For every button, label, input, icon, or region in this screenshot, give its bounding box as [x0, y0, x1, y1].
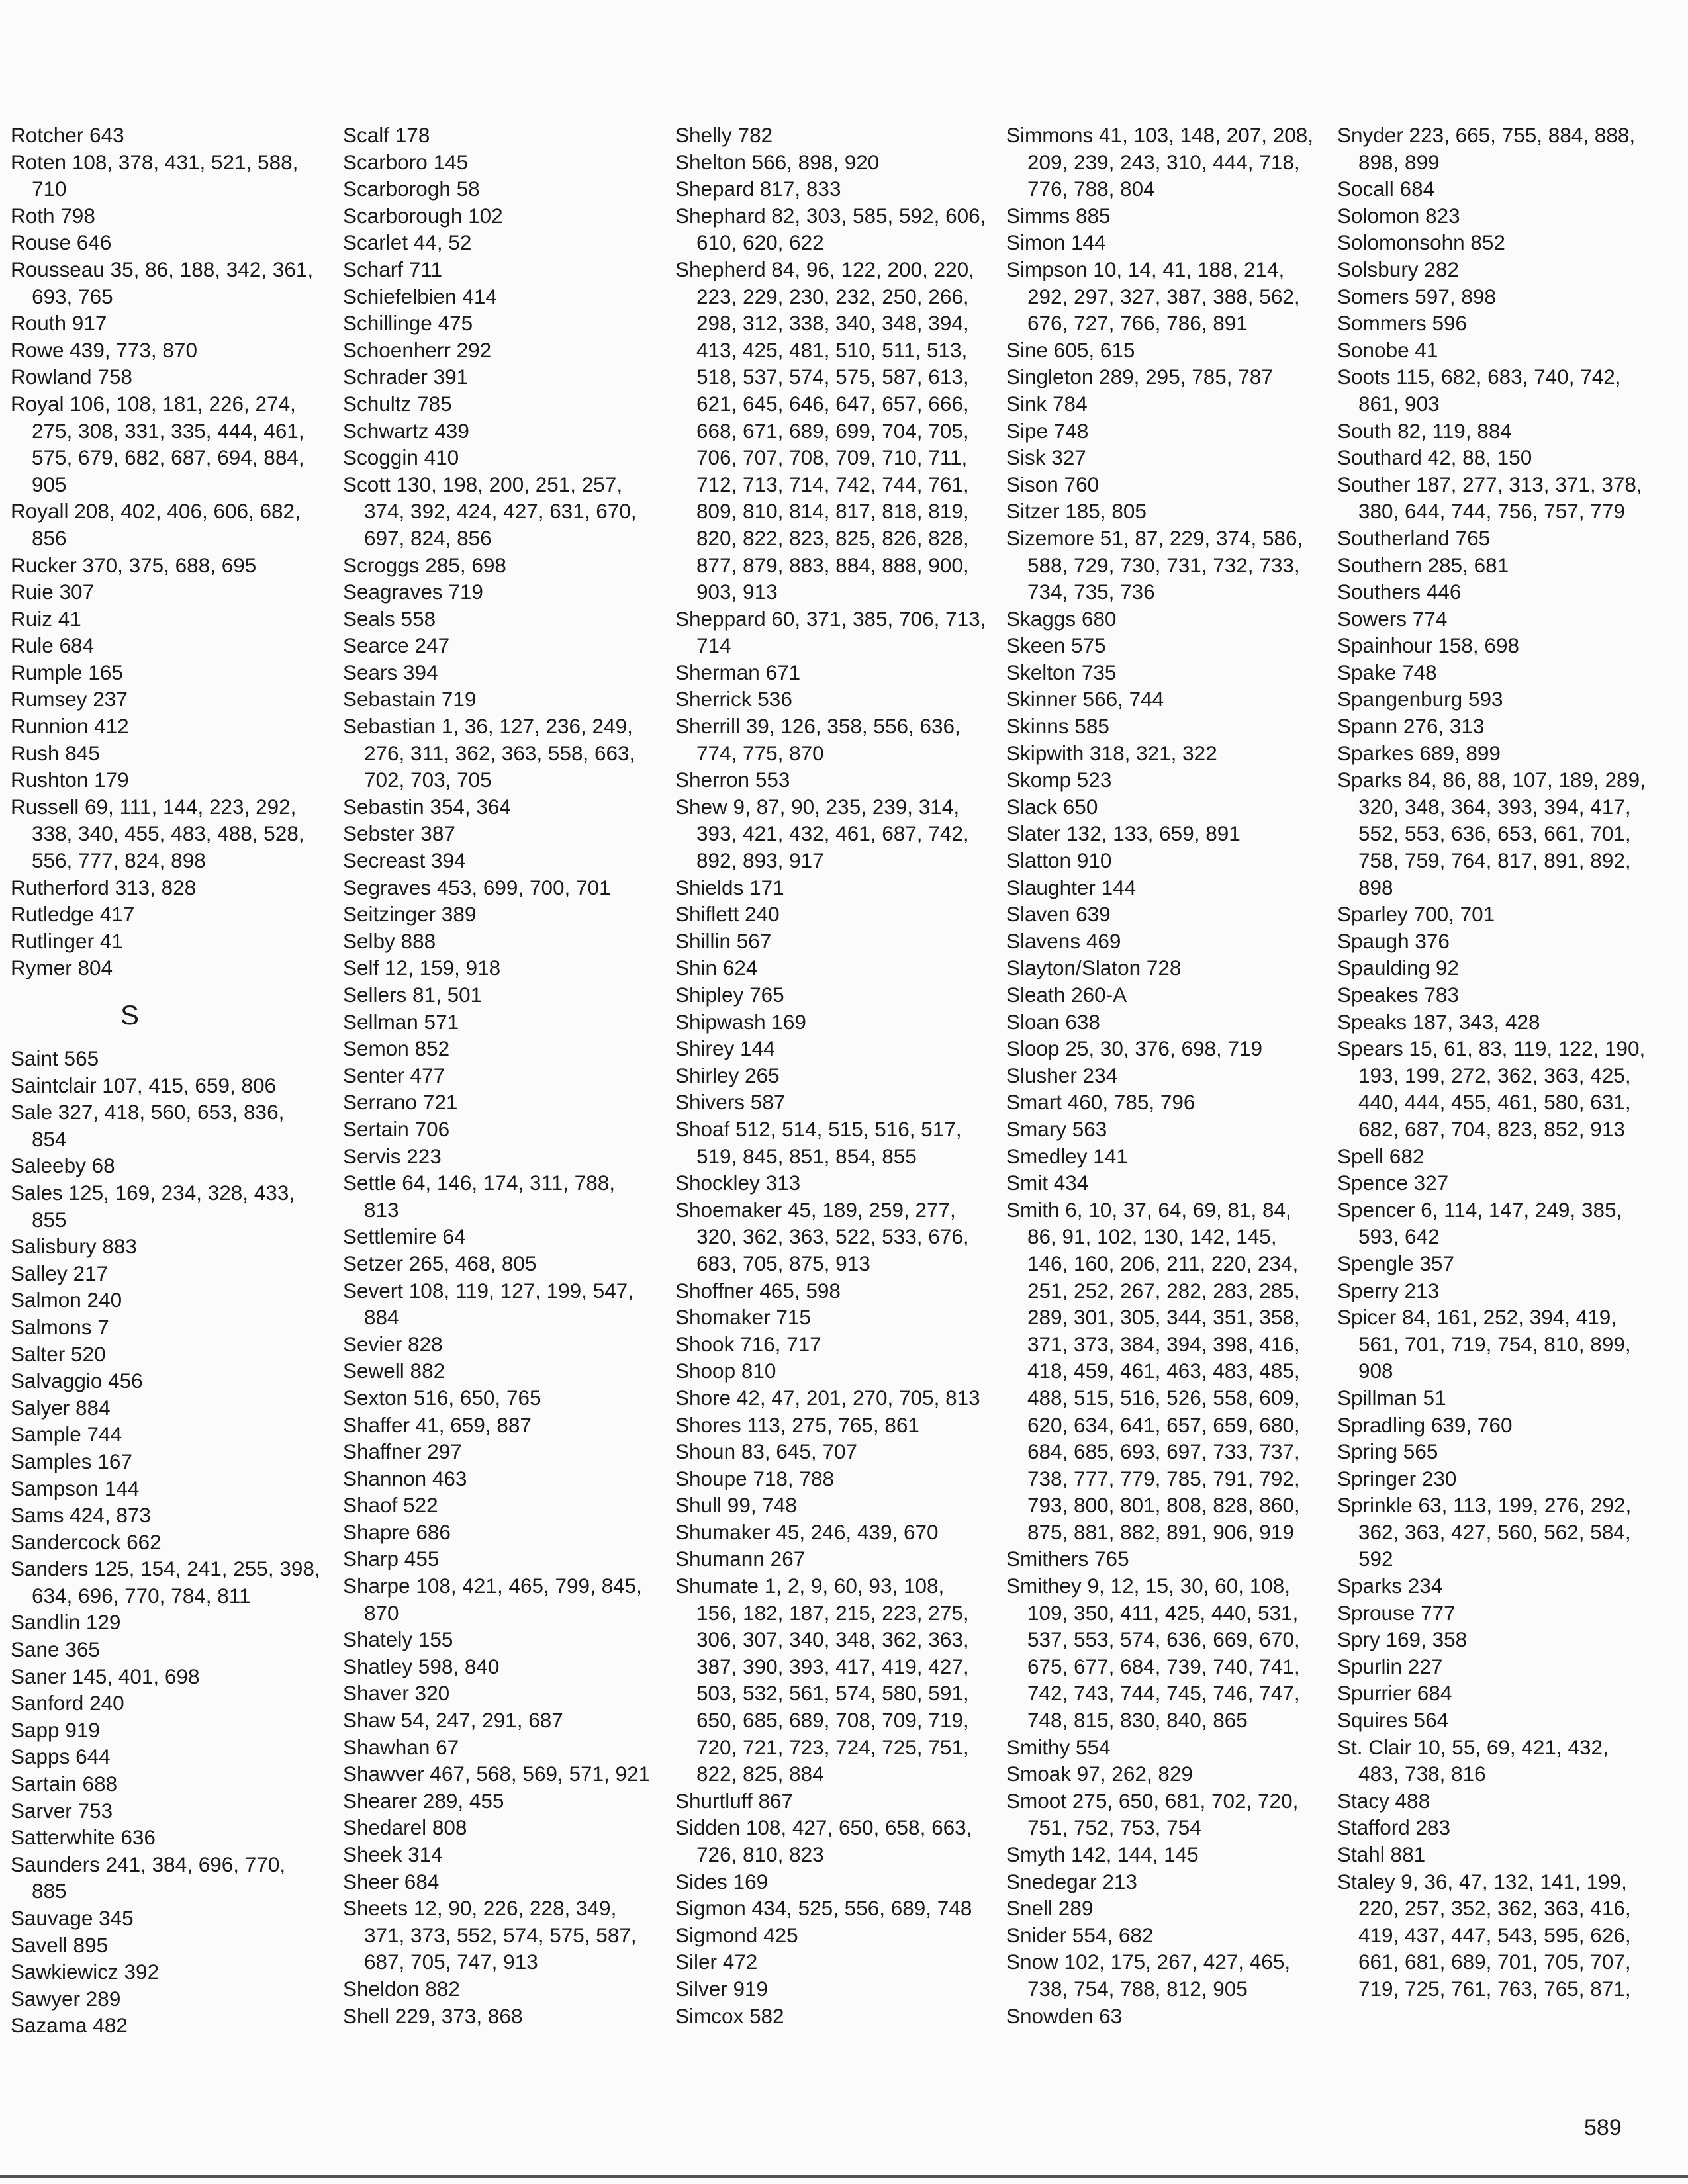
index-entry: Singleton 289, 295, 785, 787	[1006, 365, 1273, 389]
index-entry: Sandercock 662	[11, 1529, 162, 1554]
index-entry: Skeen 575	[1006, 633, 1106, 658]
index-entry: Scarborogh 58	[343, 177, 480, 201]
index-entry: Sewell 882	[343, 1359, 445, 1383]
index-entry: Servis 223	[343, 1144, 442, 1168]
page-number: 589	[1584, 2115, 1622, 2140]
index-entry: Shelly 782	[675, 123, 773, 147]
index-entry: Squires 564	[1337, 1708, 1449, 1733]
index-entry: Schoenherr 292	[343, 338, 492, 362]
index-entry: Rumsey 237	[11, 687, 128, 711]
index-entry: Schultz 785	[343, 391, 452, 416]
index-entry: Smithey 9, 12, 15, 30, 60, 108, 109, 350, 411, 425, 440, 531, 537, 553, 574, 636, 669, 670, 675, 677, 684, 739, 740, 741, 742, 743, 744, 745, 746, 747, 748, 815, 830, 840, 865	[1006, 1574, 1300, 1733]
index-entry: Sane 365	[11, 1637, 100, 1662]
index-entry: Speakes 783	[1337, 983, 1459, 1007]
index-entry: Sebster 387	[343, 821, 455, 846]
index-entry: Sawkiewicz 392	[11, 1960, 160, 1984]
index-entry: Sales 125, 169, 234, 328, 433, 855	[11, 1180, 295, 1232]
index-entry: Salmon 240	[11, 1288, 122, 1312]
index-entry: Scalf 178	[343, 123, 430, 147]
index-entry: Sale 327, 418, 560, 653, 836, 854	[11, 1100, 285, 1151]
index-entry: Seagraves 719	[343, 580, 483, 604]
index-entry: Smoak 97, 262, 829	[1006, 1762, 1193, 1786]
index-entry: Saunders 241, 384, 696, 770, 885	[11, 1852, 286, 1903]
index-entry: Slater 132, 133, 659, 891	[1006, 821, 1241, 846]
index-entry: Slack 650	[1006, 794, 1098, 819]
index-entry: Shipley 765	[675, 983, 784, 1007]
index-entry: Skipwith 318, 321, 322	[1006, 741, 1217, 765]
index-entry: Shirley 265	[675, 1063, 780, 1087]
index-entry: Shoemaker 45, 189, 259, 277, 320, 362, 363, 522, 533, 676, 683, 705, 875, 913	[675, 1197, 969, 1275]
index-entry: Senter 477	[343, 1063, 445, 1087]
index-entry: Samples 167	[11, 1449, 132, 1473]
index-column-3	[675, 122, 986, 2029]
index-entry: Sherron 553	[675, 768, 790, 792]
index-column-2	[343, 122, 654, 2029]
index-entry: Shumate 1, 2, 9, 60, 93, 108, 156, 182, 187, 215, 223, 275, 306, 307, 340, 348, 362, 363, 387, 390, 393, 417, 419, 427, 503, 532, 561, 574, 580, 591, 650, 685, 689, 708, 709, 719, 720, 721, 723, 724, 725, 751, 822, 825, 884	[675, 1574, 969, 1786]
index-entry: Sowers 774	[1337, 606, 1448, 631]
section-letter: S	[120, 999, 139, 1030]
index-entry: Skomp 523	[1006, 768, 1112, 792]
index-entry: Saint 565	[11, 1046, 99, 1070]
index-entry: Shull 99, 748	[675, 1493, 797, 1518]
index-entry: Siler 472	[675, 1950, 758, 1974]
index-entry: Spann 276, 313	[1337, 714, 1485, 739]
index-entry: Smedley 141	[1006, 1144, 1128, 1168]
index-entry: Slusher 234	[1006, 1063, 1118, 1087]
index-entry: Slayton/Slaton 728	[1006, 956, 1182, 980]
index-entry: Rowe 439, 773, 870	[11, 338, 197, 362]
index-entry: Slaughter 144	[1006, 875, 1137, 899]
index-entry: Rowland 758	[11, 365, 132, 389]
index-entry: Shaffer 41, 659, 887	[343, 1412, 532, 1437]
index-entry: Slaven 639	[1006, 902, 1111, 927]
column-1-after-letter	[11, 1045, 322, 2039]
index-entry: Schwartz 439	[343, 418, 469, 443]
index-entry: Smithy 554	[1006, 1735, 1111, 1759]
index-entry: Shaw 54, 247, 291, 687	[343, 1708, 563, 1733]
index-entry: Shapre 686	[343, 1520, 451, 1544]
index-entry: Snell 289	[1006, 1896, 1094, 1921]
index-entry: St. Clair 10, 55, 69, 421, 432, 483, 738, 816	[1337, 1735, 1609, 1786]
index-entry: Sison 760	[1006, 472, 1100, 496]
index-entry: Staley 9, 36, 47, 132, 141, 199, 220, 257, 352, 362, 363, 416, 419, 437, 447, 543, 595, 626, 661, 681, 689, 701, 705, 707, 719, 725, 761, 763, 765, 871,	[1337, 1869, 1631, 2001]
index-entry: Sears 394	[343, 660, 438, 684]
index-entry: Sartain 688	[11, 1772, 118, 1796]
index-entry: Shepard 817, 833	[675, 177, 841, 201]
index-entry: Sheer 684	[343, 1869, 440, 1893]
index-entry: Scarboro 145	[343, 150, 469, 174]
index-entry: Shillin 567	[675, 929, 772, 953]
index-entry: Shately 155	[343, 1627, 453, 1652]
index-entry: Shaof 522	[343, 1493, 438, 1518]
index-entry: Seitzinger 389	[343, 902, 477, 927]
index-entry: Salisbury 883	[11, 1234, 137, 1259]
index-column-5	[1337, 122, 1648, 2003]
index-entry: Shearer 289, 455	[343, 1788, 504, 1813]
index-entry: Simcox 582	[675, 2003, 784, 2028]
index-entry: Ruiz 41	[11, 606, 81, 631]
index-entry: Somers 597, 898	[1337, 284, 1496, 308]
index-entry: Salley 217	[11, 1261, 109, 1285]
index-entry: Sams 424, 873	[11, 1503, 151, 1527]
index-entry: Spicer 84, 161, 252, 394, 419, 561, 701, 719, 754, 810, 899, 908	[1337, 1305, 1631, 1383]
index-entry: Serrano 721	[343, 1090, 458, 1115]
index-entry: Spurlin 227	[1337, 1654, 1443, 1678]
index-entry: Sebastain 719	[343, 687, 477, 711]
index-entry: Sonobe 41	[1337, 338, 1438, 362]
index-entry: Sine 605, 615	[1006, 338, 1135, 362]
index-entry: Sleath 260-A	[1006, 983, 1127, 1007]
index-entry: Shivers 587	[675, 1090, 786, 1115]
index-entry: Skelton 735	[1006, 660, 1117, 684]
index-entry: Segraves 453, 699, 700, 701	[343, 875, 611, 899]
index-entry: Shirey 144	[675, 1036, 775, 1061]
index-entry: Spradling 639, 760	[1337, 1412, 1513, 1437]
index-entry: Solomonsohn 852	[1337, 230, 1505, 255]
index-entry: Roten 108, 378, 431, 521, 588, 710	[11, 150, 299, 201]
index-entry: Shoun 83, 645, 707	[675, 1439, 857, 1464]
index-entry: Skaggs 680	[1006, 606, 1117, 631]
index-entry: Smary 563	[1006, 1116, 1107, 1141]
index-entry: Sample 744	[11, 1422, 122, 1447]
index-entry: Saner 145, 401, 698	[11, 1664, 200, 1688]
index-entry: Snyder 223, 665, 755, 884, 888, 898, 899	[1337, 123, 1636, 174]
index-entry: Spry 169, 358	[1337, 1627, 1468, 1652]
index-entry: Smart 460, 785, 796	[1006, 1090, 1196, 1115]
index-entry: Shaffner 297	[343, 1439, 462, 1464]
index-entry: Satterwhite 636	[11, 1825, 156, 1850]
index-entry: Sherrill 39, 126, 358, 556, 636, 774, 775, 870	[675, 714, 961, 765]
index-entry: Shatley 598, 840	[343, 1654, 500, 1678]
index-entry: Sipe 748	[1006, 418, 1089, 443]
index-entry: Sazama 482	[11, 2013, 128, 2038]
index-entry: Sauvage 345	[11, 1906, 134, 1930]
index-entry: Southern 285, 681	[1337, 553, 1509, 577]
index-entry: Rutledge 417	[11, 902, 135, 927]
index-entry: Shepherd 84, 96, 122, 200, 220, 223, 229, 230, 232, 250, 266, 298, 312, 338, 340, 348, 394, 413, 425, 481, 510, 511, 513, 518, 537, 574, 575, 587, 613, 621, 645, 646, 647, 657, 666, 668, 671, 689, 699, 704, 705, 706, 707, 708, 709, 710, 711, 712, 713, 714, 742, 744, 761, 809, 810, 814, 817, 818, 819, 820, 822, 823, 825, 826, 828, 877, 879, 883, 884, 888, 900, 903, 913	[675, 257, 974, 604]
index-entry: Rushton 179	[11, 768, 129, 792]
index-entry: Spainhour 158, 698	[1337, 633, 1519, 658]
index-entry: Sherrick 536	[675, 687, 792, 711]
index-entry: Schrader 391	[343, 365, 469, 389]
index-entry: Smit 434	[1006, 1171, 1089, 1195]
index-entry: Sebastin 354, 364	[343, 794, 511, 819]
index-entry: Runnion 412	[11, 714, 129, 739]
index-entry: Stacy 488	[1337, 1788, 1430, 1813]
index-entry: Sommers 596	[1337, 311, 1468, 336]
index-entry: Seals 558	[343, 606, 436, 631]
index-entry: Scoggin 410	[343, 445, 459, 470]
index-entry: Shedarel 808	[343, 1815, 467, 1840]
index-entry: Slatton 910	[1006, 848, 1112, 873]
index-entry: Stafford 283	[1337, 1815, 1451, 1840]
index-entry: Sapps 644	[11, 1745, 111, 1769]
index-entry: Sperry 213	[1337, 1278, 1440, 1302]
index-entry: Shook 716, 717	[675, 1332, 821, 1356]
index-entry: Solomon 823	[1337, 203, 1460, 228]
index-entry: Shipwash 169	[675, 1009, 806, 1034]
index-entry: Simmons 41, 103, 148, 207, 208, 209, 239, 243, 310, 444, 718, 776, 788, 804	[1006, 123, 1314, 201]
index-entry: Solsbury 282	[1337, 257, 1459, 281]
index-entry: Smyth 142, 144, 145	[1006, 1843, 1199, 1866]
index-entry: Rousseau 35, 86, 188, 342, 361, 693, 765	[11, 257, 314, 308]
index-entry: Snowden 63	[1006, 2003, 1123, 2028]
index-entry: Rotcher 643	[11, 123, 124, 147]
index-entry: Rutherford 313, 828	[11, 875, 197, 899]
index-entry: Sparley 700, 701	[1337, 902, 1495, 927]
index-entry: Sigmond 425	[675, 1923, 798, 1947]
index-entry: Sidden 108, 427, 650, 658, 663, 726, 810, 823	[675, 1815, 972, 1866]
index-entry: Sandlin 129	[11, 1610, 121, 1635]
index-entry: Scott 130, 198, 200, 251, 257, 374, 392, 424, 427, 631, 670, 697, 824, 856	[343, 472, 637, 550]
index-entry: Shoffner 465, 598	[675, 1278, 841, 1302]
index-entry: Southard 42, 88, 150	[1337, 445, 1532, 470]
index-entry: Sexton 516, 650, 765	[343, 1385, 541, 1410]
index-entry: Royal 106, 108, 181, 226, 274, 275, 308, 331, 335, 444, 461, 575, 679, 682, 687, 694, 884, 905	[11, 391, 305, 496]
index-entry: Snedegar 213	[1006, 1869, 1137, 1893]
index-entry: Sharpe 108, 421, 465, 799, 845, 870	[343, 1574, 642, 1625]
index-entry: Shomaker 715	[675, 1305, 811, 1330]
index-entry: Shockley 313	[675, 1171, 801, 1195]
index-entry: Spears 15, 61, 83, 119, 122, 190, 193, 199, 272, 362, 363, 425, 440, 444, 455, 461, 580, 631, 682, 687, 704, 823, 852, 913	[1337, 1036, 1646, 1141]
index-entry: Shiflett 240	[675, 902, 780, 927]
index-entry: Shell 229, 373, 868	[343, 2003, 523, 2028]
index-entry: Self 12, 159, 918	[343, 956, 501, 980]
index-entry: Saintclair 107, 415, 659, 806	[11, 1073, 277, 1097]
index-entry: Shaver 320	[343, 1681, 450, 1706]
index-entry: Salter 520	[11, 1342, 106, 1366]
index-entry: Spillman 51	[1337, 1385, 1446, 1410]
index-entry: Scroggs 285, 698	[343, 553, 506, 577]
index-entry: Sapp 919	[11, 1717, 100, 1742]
index-entry: Spring 565	[1337, 1439, 1438, 1464]
index-entry: Socall 684	[1337, 177, 1435, 201]
index-entry: Shin 624	[675, 956, 758, 980]
index-entry: Schiefelbien 414	[343, 284, 497, 308]
index-entry: Sharp 455	[343, 1547, 440, 1571]
index-entry: Sevier 828	[343, 1332, 443, 1356]
index-entry: Sampson 144	[11, 1476, 140, 1500]
index-entry: Spurrier 684	[1337, 1681, 1452, 1706]
index-entry: Sertain 706	[343, 1116, 450, 1141]
index-entry: Sheldon 882	[343, 1976, 460, 2001]
index-entry: Rush 845	[11, 741, 100, 765]
index-entry: Rutlinger 41	[11, 929, 123, 953]
index-entry: Rouse 646	[11, 230, 112, 255]
index-entry: Sprouse 777	[1337, 1600, 1456, 1625]
index-entry: Sitzer 185, 805	[1006, 499, 1147, 523]
index-entry: Sides 169	[675, 1869, 769, 1893]
index-entry: Savell 895	[11, 1933, 109, 1957]
index-entry: Sheek 314	[343, 1843, 443, 1866]
index-entry: Shoupe 718, 788	[675, 1466, 834, 1490]
index-entry: Spence 327	[1337, 1171, 1449, 1195]
index-entry: Spell 682	[1337, 1144, 1425, 1168]
index-entry: Stahl 881	[1337, 1843, 1426, 1866]
index-entry: Sheets 12, 90, 226, 228, 349, 371, 373, 552, 574, 575, 587, 687, 705, 747, 913	[343, 1896, 637, 1974]
index-entry: Sloan 638	[1006, 1009, 1100, 1034]
index-entry: Spengle 357	[1337, 1251, 1454, 1275]
index-entry: Soots 115, 682, 683, 740, 742, 861, 903	[1337, 365, 1621, 416]
index-entry: Rucker 370, 375, 688, 695	[11, 553, 257, 577]
index-entry: Shores 113, 275, 765, 861	[675, 1412, 919, 1437]
index-entry: Shoop 810	[675, 1359, 776, 1383]
index-entry: Sizemore 51, 87, 229, 374, 586, 588, 729, 730, 731, 732, 733, 734, 735, 736	[1006, 525, 1303, 604]
index-entry: Spake 748	[1337, 660, 1437, 684]
index-entry: Smoot 275, 650, 681, 702, 720, 751, 752, 753, 754	[1006, 1788, 1299, 1840]
index-entry: Snider 554, 682	[1006, 1923, 1154, 1947]
index-entry: Russell 69, 111, 144, 223, 292, 338, 340, 455, 483, 488, 528, 556, 777, 824, 898	[11, 794, 305, 873]
index-column-1	[11, 122, 322, 2039]
index-entry: Sparks 84, 86, 88, 107, 189, 289, 320, 348, 364, 393, 394, 417, 552, 553, 636, 653, 661, 701, 758, 759, 764, 817, 891, 892, 898	[1337, 768, 1646, 899]
index-entry: Sink 784	[1006, 391, 1088, 416]
index-entry: Simpson 10, 14, 41, 188, 214, 292, 297, 327, 387, 388, 562, 676, 727, 766, 786, 891	[1006, 257, 1300, 336]
footer-rule	[0, 2175, 1688, 2178]
index-entry: Roth 798	[11, 203, 95, 228]
column-1-before-letter	[11, 122, 322, 981]
index-entry: Sanford 240	[11, 1691, 124, 1715]
index-entry: Searce 247	[343, 633, 450, 658]
index-entry: Spaulding 92	[1337, 956, 1459, 980]
index-entry: Shore 42, 47, 201, 270, 705, 813	[675, 1385, 980, 1410]
index-entry: Skinner 566, 744	[1006, 687, 1164, 711]
index-entry: Sherman 671	[675, 660, 801, 684]
index-entry: Speaks 187, 343, 428	[1337, 1009, 1540, 1034]
index-entry: Ruie 307	[11, 580, 95, 604]
index-entry: Rymer 804	[11, 956, 113, 980]
index-entry: Shannon 463	[343, 1466, 467, 1490]
index-entry: Silver 919	[675, 1976, 769, 2001]
index-entry: Shew 9, 87, 90, 235, 239, 314, 393, 421, 432, 461, 687, 742, 892, 893, 917	[675, 794, 969, 873]
index-entry: Scarlet 44, 52	[343, 230, 472, 255]
index-entry: Settlemire 64	[343, 1224, 466, 1249]
index-entry: Shields 171	[675, 875, 784, 899]
index-entry: Salmons 7	[11, 1314, 109, 1339]
index-entry: Shawhan 67	[343, 1735, 459, 1759]
index-entry: Sellers 81, 501	[343, 983, 483, 1007]
index-entry: Spencer 6, 114, 147, 249, 385, 593, 642	[1337, 1197, 1622, 1249]
index-entry: Shumaker 45, 246, 439, 670	[675, 1520, 939, 1544]
index-entry: South 82, 119, 884	[1337, 418, 1512, 443]
index-entry: Sloop 25, 30, 376, 698, 719	[1006, 1036, 1263, 1061]
index-entry: Shelton 566, 898, 920	[675, 150, 880, 174]
index-entry: Saleeby 68	[11, 1154, 115, 1178]
index-entry: Severt 108, 119, 127, 199, 547, 884	[343, 1278, 634, 1330]
index-entry: Selby 888	[343, 929, 436, 953]
index-entry: Sparks 234	[1337, 1574, 1443, 1598]
index-entry: Rule 684	[11, 633, 95, 658]
index-entry: Sparkes 689, 899	[1337, 741, 1501, 765]
index-entry: Shoaf 512, 514, 515, 516, 517, 519, 845, 851, 854, 855	[675, 1116, 962, 1168]
index-entry: Sprinkle 63, 113, 199, 276, 292, 362, 363, 427, 560, 562, 584, 592	[1337, 1493, 1632, 1571]
index-entry: Simon 144	[1006, 230, 1106, 255]
index-entry: Royall 208, 402, 406, 606, 682, 856	[11, 499, 301, 550]
index-entry: Schillinge 475	[343, 311, 473, 336]
index-entry: Salvaggio 456	[11, 1369, 143, 1393]
index-entry: Shephard 82, 303, 585, 592, 606, 610, 620, 622	[675, 203, 986, 255]
index-entry: Skinns 585	[1006, 714, 1109, 739]
index-entry: Salyer 884	[11, 1395, 111, 1420]
index-entry: Smith 6, 10, 37, 64, 69, 81, 84, 86, 91, 102, 130, 142, 145, 146, 160, 206, 211, 220, 234, 251, 252, 267, 282, 283, 285, 289, 301, 305, 344, 351, 358, 371, 373, 384, 394, 398, 416, 418, 459, 461, 463, 483, 485, 488, 515, 516, 526, 558, 609, 620, 634, 641, 657, 659, 680, 684, 685, 693, 697, 733, 737, 738, 777, 779, 785, 791, 792, 793, 800, 801, 808, 828, 860, 875, 881, 882, 891, 906, 919	[1006, 1197, 1300, 1544]
index-entry: Slavens 469	[1006, 929, 1121, 953]
index-entry: Snow 102, 175, 267, 427, 465, 738, 754, 788, 812, 905	[1006, 1950, 1291, 2001]
index-entry: Secreast 394	[343, 848, 466, 873]
index-entry: Semon 852	[343, 1036, 450, 1061]
index-entry: Scharf 711	[343, 257, 443, 281]
index-entry: Springer 230	[1337, 1466, 1457, 1490]
index-entry: Southerland 765	[1337, 525, 1491, 550]
index-entry: Shumann 267	[675, 1547, 806, 1571]
index-entry: Sigmon 434, 525, 556, 689, 748	[675, 1896, 972, 1921]
index-entry: Spangenburg 593	[1337, 687, 1503, 711]
index-entry: Scarborough 102	[343, 203, 503, 228]
index-entry: Southers 446	[1337, 580, 1462, 604]
index-entry: Souther 187, 277, 313, 371, 378, 380, 644, 744, 756, 757, 779	[1337, 472, 1642, 523]
index-entry: Sisk 327	[1006, 445, 1086, 470]
index-entry: Settle 64, 146, 174, 311, 788, 813	[343, 1171, 615, 1222]
index-entry: Simms 885	[1006, 203, 1111, 228]
index-entry: Shurtluff 867	[675, 1788, 794, 1813]
index-entry: Routh 917	[11, 311, 107, 336]
index-entry: Rumple 165	[11, 660, 123, 684]
index-entry: Sheppard 60, 371, 385, 706, 713, 714	[675, 606, 986, 658]
index-entry: Sebastian 1, 36, 127, 236, 249, 276, 311, 362, 363, 558, 663, 702, 703, 705	[343, 714, 635, 792]
index-entry: Shawver 467, 568, 569, 571, 921	[343, 1762, 651, 1786]
index-entry: Smithers 765	[1006, 1547, 1129, 1571]
index-entry: Sellman 571	[343, 1009, 459, 1034]
index-entry: Sanders 125, 154, 241, 255, 398, 634, 696, 770, 784, 811	[11, 1557, 320, 1608]
index-entry: Setzer 265, 468, 805	[343, 1251, 537, 1275]
index-entry: Spaugh 376	[1337, 929, 1450, 953]
index-column-4	[1006, 122, 1317, 2029]
index-entry: Sarver 753	[11, 1798, 113, 1823]
index-entry: Sawyer 289	[11, 1986, 121, 2011]
